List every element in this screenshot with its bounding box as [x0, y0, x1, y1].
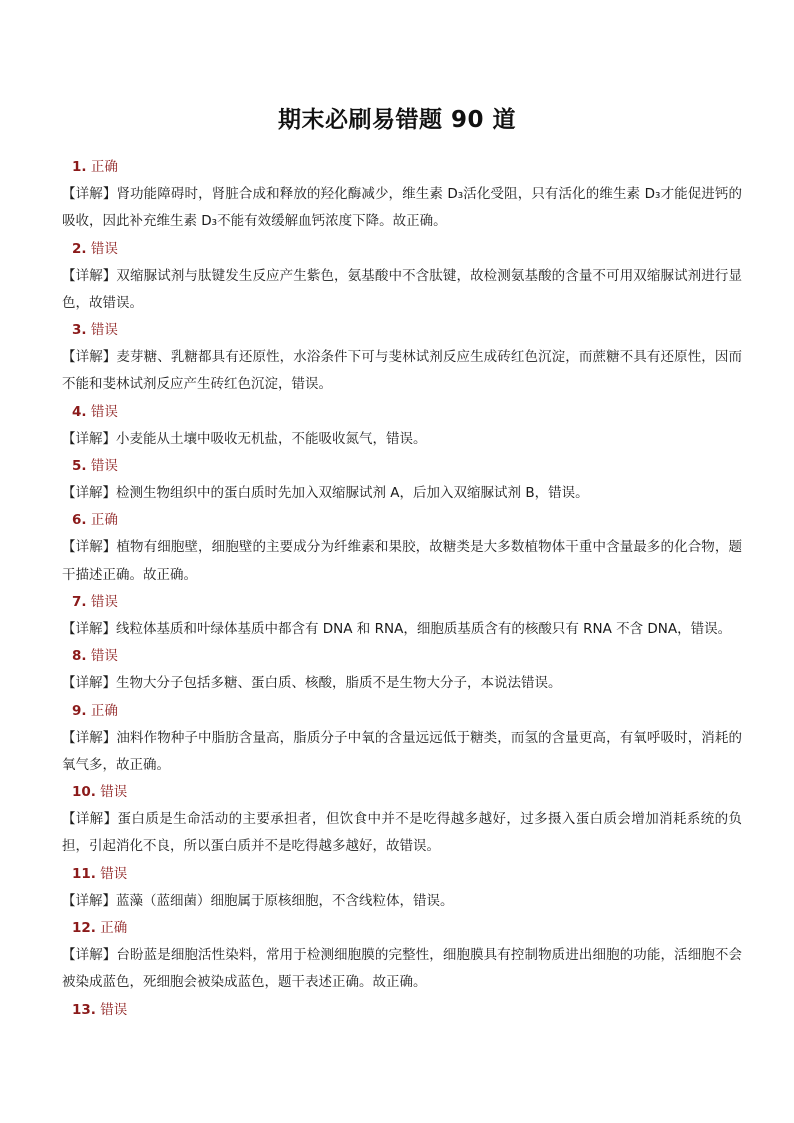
answer-verdict: 正确	[90, 159, 118, 175]
question-number: 9.	[72, 702, 87, 719]
detail-tag: 【详解】	[62, 892, 116, 909]
question-number: 4.	[72, 403, 87, 420]
explanation-text: 双缩脲试剂与肽键发生反应产生紫色，氨基酸中不含肽键，故检测氨基酸的含量不可用双缩脲试剂进行显色，故错误。	[62, 267, 743, 311]
question-item	[62, 317, 742, 399]
detail-tag: 【详解】	[62, 485, 116, 502]
question-number: 8.	[72, 648, 87, 665]
explanation-text: 肾功能障碍时，肾脏合成和释放的羟化酶减少，维生素 D₃活化受阻，只有活化的维生素 D₃才能促进钙的吸收，因此补充维生素 D₃不能有效缓解血钙浓度下降。故正确。	[62, 186, 743, 230]
question-item	[62, 507, 742, 589]
explanation-text: 小麦能从土壤中吸收无机盐，不能吸收氮气，错误。	[116, 430, 427, 447]
question-number: 1.	[72, 159, 87, 175]
answer-verdict: 正确	[100, 920, 128, 937]
answer-line	[62, 154, 742, 181]
answer-line	[62, 453, 742, 480]
answer-line	[62, 779, 742, 806]
answer-verdict: 错误	[100, 1001, 128, 1018]
question-number: 3.	[72, 322, 87, 339]
question-item	[62, 236, 742, 318]
answer-verdict: 错误	[90, 458, 118, 475]
explanation-text: 线粒体基质和叶绿体基质中都含有 DNA 和 RNA，细胞质基质含有的核酸只有 RNA 不含 DNA，错误。	[116, 620, 732, 637]
question-number: 10.	[72, 784, 96, 801]
detail-tag: 【详解】	[62, 267, 117, 284]
answer-verdict: 错误	[100, 865, 128, 882]
explanation	[62, 806, 742, 861]
answer-verdict: 错误	[90, 648, 118, 665]
answer-line	[62, 399, 742, 426]
question-number: 11.	[72, 865, 96, 882]
detail-tag: 【详解】	[62, 947, 117, 964]
explanation	[62, 725, 742, 780]
answer-verdict: 错误	[90, 240, 118, 257]
answer-verdict: 错误	[90, 403, 118, 420]
question-number: 7.	[72, 593, 87, 610]
answer-verdict: 错误	[90, 322, 118, 339]
explanation	[62, 426, 742, 453]
page-title: 期末必刷易错题 90 道	[277, 107, 517, 133]
detail-tag: 【详解】	[62, 430, 116, 447]
detail-tag: 【详解】	[62, 539, 117, 556]
answer-verdict: 正确	[90, 512, 118, 529]
explanation-text: 生物大分子包括多糖、蛋白质、核酸，脂质不是生物大分子，本说法错误。	[116, 675, 562, 692]
answer-verdict: 错误	[90, 593, 118, 610]
explanation-text: 蛋白质是生命活动的主要承担者，但饮食中并不是吃得越多越好，过多摄入蛋白质会增加消耗系统的负担，引起消化不良，所以蛋白质并不是吃得越多越好，故错误。	[62, 811, 743, 855]
question-item	[62, 399, 742, 453]
detail-tag: 【详解】	[62, 349, 117, 366]
question-number: 6.	[72, 512, 87, 529]
detail-tag: 【详解】	[62, 186, 117, 202]
detail-tag: 【详解】	[62, 811, 118, 828]
answer-line	[62, 589, 742, 616]
explanation-text: 麦芽糖、乳糖都具有还原性，水浴条件下可与斐林试剂反应生成砖红色沉淀，而蔗糖不具有还原性，因而不能和斐林试剂反应产生砖红色沉淀，错误。	[62, 349, 743, 393]
answer-line	[62, 317, 742, 344]
explanation	[62, 534, 742, 589]
explanation-text: 检测生物组织中的蛋白质时先加入双缩脲试剂 A，后加入双缩脲试剂 B，错误。	[116, 485, 589, 502]
question-item	[62, 154, 742, 236]
explanation-text: 植物有细胞壁，细胞壁的主要成分为纤维素和果胶，故糖类是大多数植物体干重中含量最多的化合物，题干描述正确。故正确。	[62, 539, 743, 583]
explanation	[62, 181, 742, 236]
explanation	[62, 263, 742, 318]
answer-line	[62, 698, 742, 725]
question-item	[62, 698, 742, 780]
explanation-text: 油料作物种子中脂肪含量高，脂质分子中氧的含量远远低于糖类，而氢的含量更高，有氧呼吸时，消耗的氧气多，故正确。	[62, 729, 743, 773]
answer-line	[62, 915, 742, 942]
answer-verdict: 正确	[90, 702, 118, 719]
explanation-text: 蓝藻（蓝细菌）细胞属于原核细胞，不含线粒体，错误。	[116, 892, 454, 909]
question-number: 12.	[72, 920, 96, 937]
explanation	[62, 670, 742, 697]
answer-line	[62, 643, 742, 670]
question-item	[62, 453, 742, 507]
explanation	[62, 616, 742, 643]
question-item	[62, 997, 742, 1024]
explanation	[62, 344, 742, 399]
question-item	[62, 589, 742, 643]
answer-line	[62, 861, 742, 888]
answer-line	[62, 236, 742, 263]
question-number: 13.	[72, 1001, 96, 1018]
question-item	[62, 915, 742, 997]
question-number: 2.	[72, 240, 87, 257]
question-item	[62, 779, 742, 861]
question-number: 5.	[72, 458, 87, 475]
question-list	[62, 154, 742, 1024]
explanation-text: 台盼蓝是细胞活性染料，常用于检测细胞膜的完整性，细胞膜具有控制物质进出细胞的功能，活细胞不会被染成蓝色，死细胞会被染成蓝色，题干表述正确。故正确。	[62, 947, 743, 991]
question-item	[62, 643, 742, 697]
explanation	[62, 480, 742, 507]
answer-line	[62, 507, 742, 534]
explanation	[62, 942, 742, 997]
detail-tag: 【详解】	[62, 675, 116, 692]
answer-verdict: 错误	[100, 784, 128, 801]
detail-tag: 【详解】	[62, 729, 117, 746]
explanation	[62, 888, 742, 915]
question-item	[62, 861, 742, 915]
detail-tag: 【详解】	[62, 620, 116, 637]
answer-line	[62, 997, 742, 1024]
